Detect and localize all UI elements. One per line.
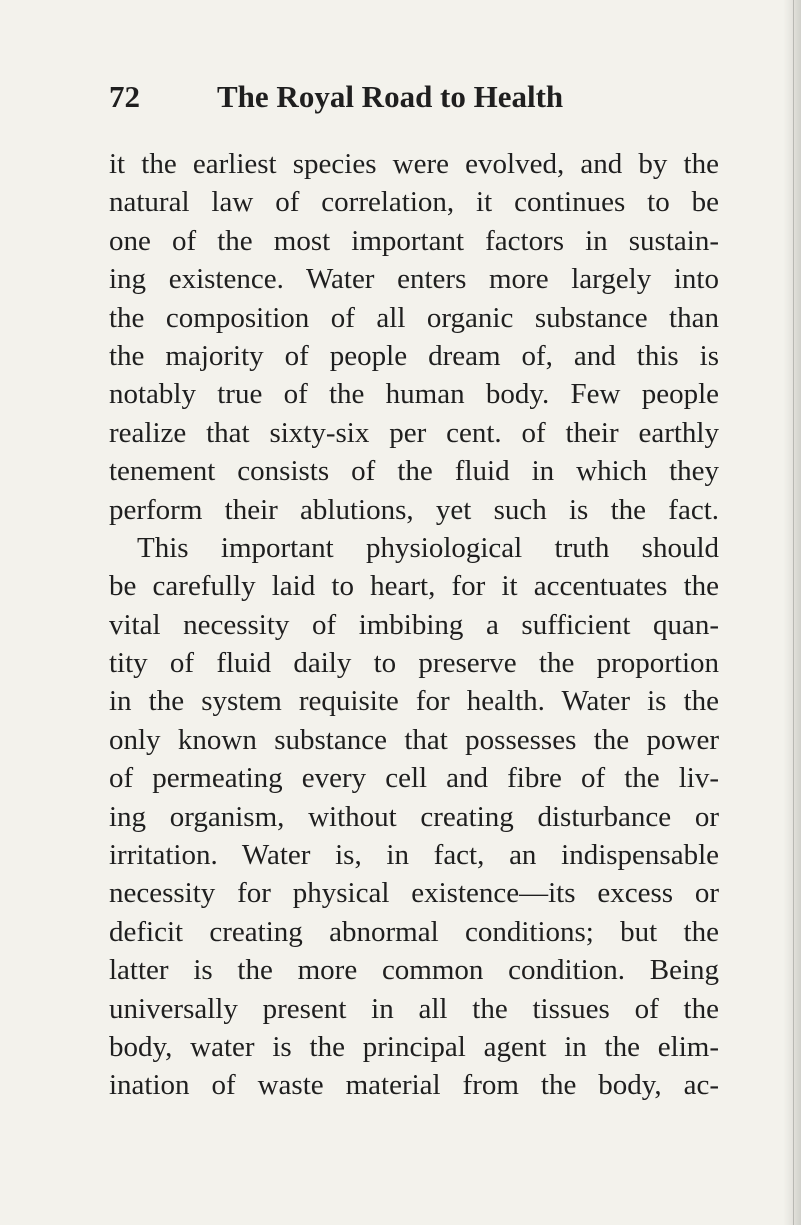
text-line: of permeating every cell and fibre of the liv- xyxy=(109,762,719,795)
text-line: universally present in all the tissues of the xyxy=(109,992,719,1025)
text-line: tenement consists of the fluid in which they xyxy=(109,455,719,488)
text-line: tity of fluid daily to preserve the proportion xyxy=(109,647,719,680)
page-edge-line xyxy=(793,0,794,1225)
text-line: realize that sixty-six per cent. of their earthly xyxy=(109,416,719,449)
body-text xyxy=(109,145,719,1105)
text-line: latter is the more common condition. Being xyxy=(109,954,719,987)
text-line: in the system requisite for health. Water is the xyxy=(109,685,719,718)
text-line: one of the most important factors in sustain- xyxy=(109,224,719,257)
text-line: This important physiological truth should xyxy=(137,531,719,564)
page-header xyxy=(109,77,709,117)
text-line: irritation. Water is, in fact, an indispensable xyxy=(109,839,719,872)
text-line: be carefully laid to heart, for it accentuates the xyxy=(109,570,719,603)
text-line: perform their ablutions, yet such is the fact. xyxy=(109,493,719,526)
text-line: deficit creating abnormal conditions; but the xyxy=(109,915,719,948)
page-number: 72 xyxy=(109,79,140,114)
text-line: only known substance that possesses the power xyxy=(109,723,719,756)
text-line: vital necessity of imbibing a sufficient quan- xyxy=(109,608,719,641)
page-edge-shadow xyxy=(783,0,801,1225)
text-line: necessity for physical existence—its excess or xyxy=(109,877,719,910)
text-line: it the earliest species were evolved, and by the xyxy=(109,148,719,180)
running-head: The Royal Road to Health xyxy=(217,79,564,114)
text-line: body, water is the principal agent in the elim- xyxy=(109,1030,719,1063)
text-line: the majority of people dream of, and this is xyxy=(109,339,719,372)
text-line: ing existence. Water enters more largely into xyxy=(109,263,719,296)
text-line: natural law of correlation, it continues to be xyxy=(109,186,719,219)
text-line: ing organism, without creating disturbance or xyxy=(109,800,719,833)
text-line: ination of waste material from the body, ac- xyxy=(109,1069,719,1102)
text-line: notably true of the human body. Few people xyxy=(109,378,719,411)
text-line: the composition of all organic substance than xyxy=(109,301,719,334)
